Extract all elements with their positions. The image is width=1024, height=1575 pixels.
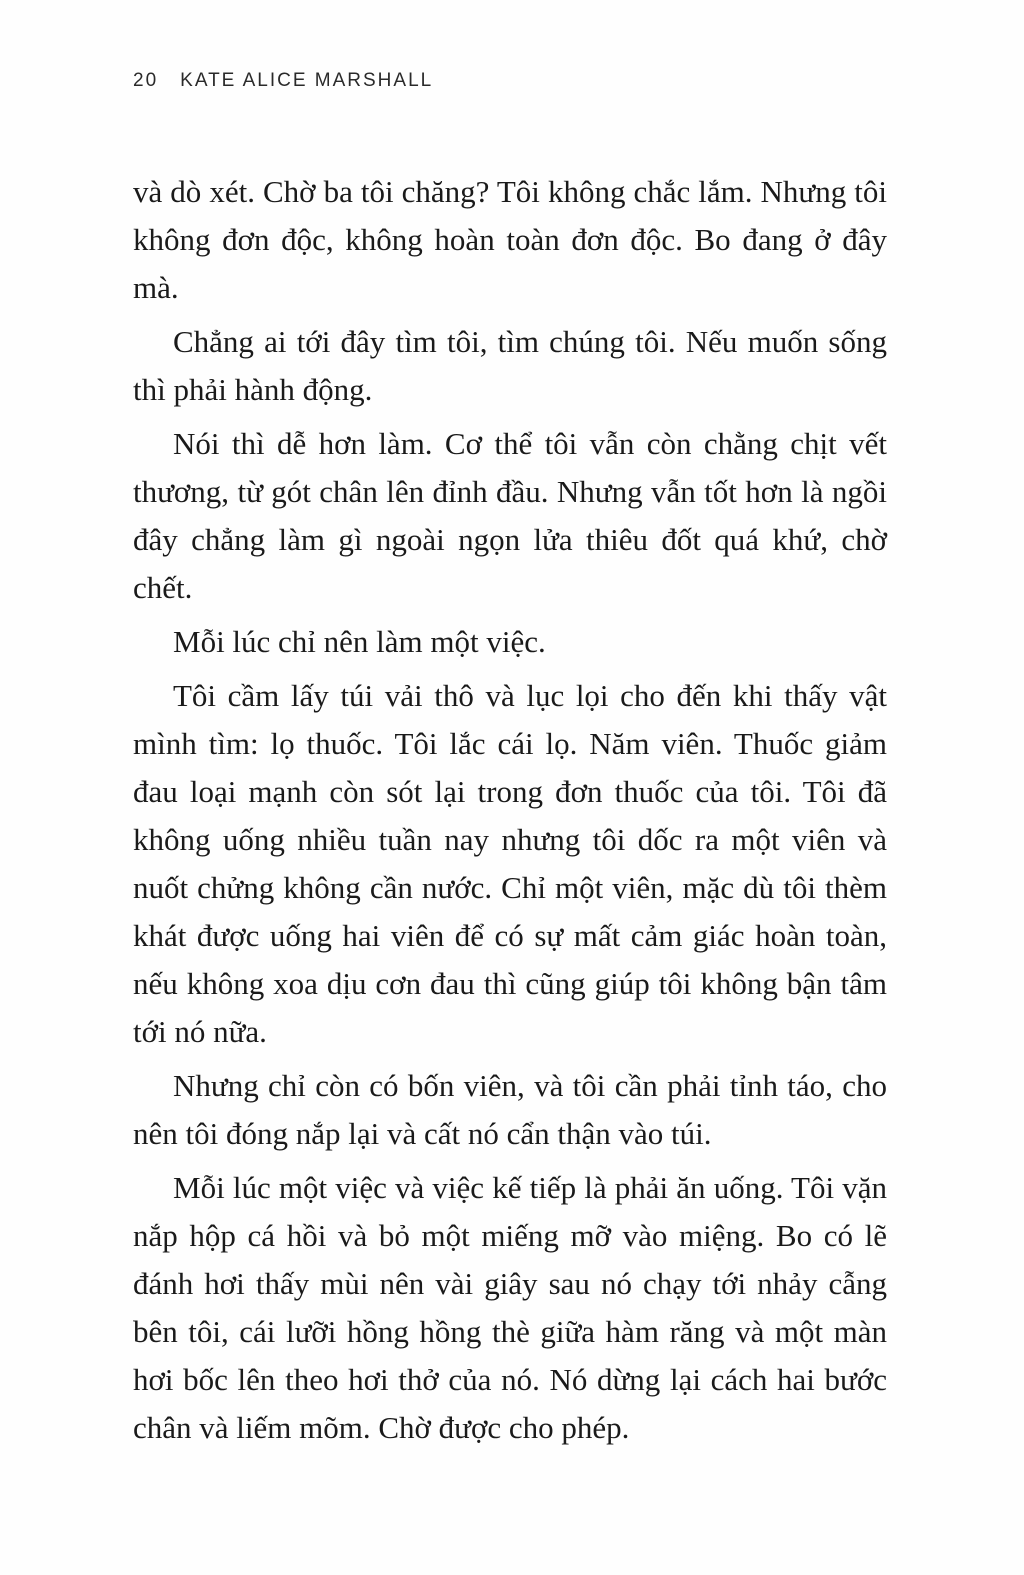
paragraph-1: và dò xét. Chờ ba tôi chăng? Tôi không chắc lắm. Nhưng tôi không đơn độc, không hoàn toàn đơn độc. Bo đang ở đây mà. xyxy=(133,174,887,305)
author-name: KATE ALICE MARSHALL xyxy=(180,70,434,91)
paragraph-6: Nhưng chỉ còn có bốn viên, và tôi cần phải tỉnh táo, cho nên tôi đóng nắp lại và cất nó cẩn thận vào túi. xyxy=(133,1068,887,1151)
paragraph-2: Chẳng ai tới đây tìm tôi, tìm chúng tôi. Nếu muốn sống thì phải hành động. xyxy=(133,324,887,407)
paragraph-7: Mỗi lúc một việc và việc kế tiếp là phải ăn uống. Tôi vặn nắp hộp cá hồi và bỏ một miếng mỡ vào miệng. Bo có lẽ đánh hơi thấy mùi nên vài giây sau nó chạy tới nhảy cẫng bên tôi, cái lưỡi hồng hồng thè giữa hàm răng và một màn hơi bốc lên theo hơi thở của nó. Nó dừng lại cách hai bước chân và liếm mõm. Chờ được cho phép. xyxy=(133,1170,887,1445)
body-text xyxy=(133,168,887,1458)
paragraph-3: Nói thì dễ hơn làm. Cơ thể tôi vẫn còn chằng chịt vết thương, từ gót chân lên đỉnh đầu. Nhưng vẫn tốt hơn là ngồi đây chẳng làm gì ngoài ngọn lửa thiêu đốt quá khứ, chờ chết. xyxy=(133,426,887,605)
paragraph-5: Tôi cầm lấy túi vải thô và lục lọi cho đến khi thấy vật mình tìm: lọ thuốc. Tôi lắc cái lọ. Năm viên. Thuốc giảm đau loại mạnh còn sót lại trong đơn thuốc của tôi. Tôi đã không uống nhiều tuần nay nhưng tôi dốc ra một viên và nuốt chửng không cần nước. Chỉ một viên, mặc dù tôi thèm khát được uống hai viên để có sự mất cảm giác hoàn toàn, nếu không xoa dịu cơn đau thì cũng giúp tôi không bận tâm tới nó nữa. xyxy=(133,678,887,1049)
page-number: 20 xyxy=(133,70,159,91)
running-head xyxy=(133,70,433,92)
paragraph-4: Mỗi lúc chỉ nên làm một việc. xyxy=(173,624,546,659)
